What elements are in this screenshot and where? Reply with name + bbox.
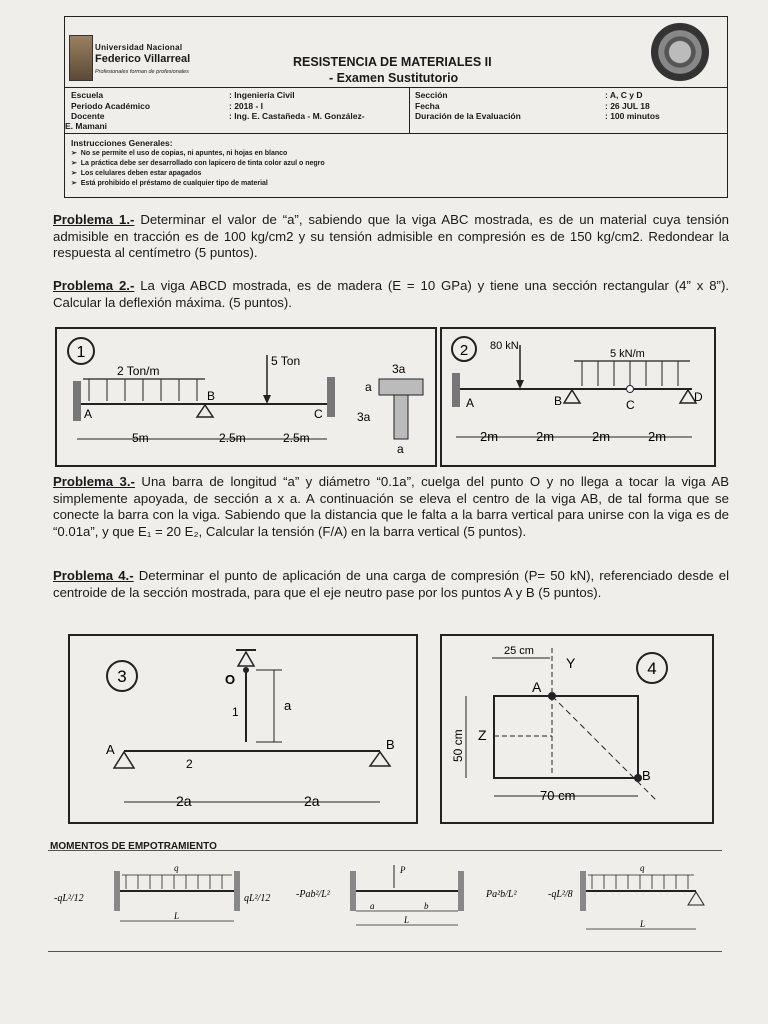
t-section-flange [379, 379, 423, 395]
roller-support-b [370, 752, 390, 766]
problem-1-label: Problema 1.- [53, 212, 135, 227]
problem-1-text: Determinar el valor de “a”, sabiendo que la viga ABC mostrada, es de un material cuya tensión admisible en tracción es de 100 kg/cm2 y su tensión admisible en compresión es de 150 kg/cm2. Redondear la respuesta al centímetro (5 puntos). [53, 212, 729, 260]
seccion-label: Sección [415, 90, 448, 100]
case-1-load-arrows [122, 875, 232, 889]
load-label: 2 Ton/m [117, 364, 160, 378]
case-3-roller-support [688, 892, 704, 905]
instruction-text: Los celulares deben estar apagados [80, 170, 202, 177]
section-web-label: a [397, 442, 404, 456]
exam-subtitle: - Examen Sustitutorio [329, 71, 459, 85]
roller-support-b [564, 390, 580, 403]
point-o-label: O [225, 672, 236, 687]
figure-4-number: 4 [647, 659, 657, 678]
section-height-label: 3a [357, 410, 371, 424]
case-1-right-moment: qL²/12 [244, 893, 271, 904]
neutral-axis-line [552, 696, 656, 800]
case-2-length-label: L [404, 915, 410, 925]
case-3-length-label: L [640, 919, 646, 929]
figure-1-number: 1 [76, 344, 86, 361]
point-b [634, 774, 642, 782]
fecha-value: : 26 JUL 18 [605, 100, 650, 111]
field-values-right [605, 90, 660, 122]
point-a-label: A [84, 407, 93, 421]
dimension-2-5m-right: 2.5m [283, 431, 310, 445]
hanger-o [238, 652, 254, 666]
t-section-web [394, 395, 408, 439]
problem-3-text: Una barra de longitud “a” y diámetro “0.1a”, cuelga del punto O y no llega a tocar la viga AB simplemente apoyada, de sección a x a. A continuación se eleva el centro de la viga AB, de tal forma que se conecte la barra con la viga. Sabiendo que la distancia que le falta a la barra vertical para unirse con la viga es de “0.01a”, y que E₁ = 20 E₂, Calcular la tensión (F/A) en la barra vertical (5 puntos). [53, 474, 729, 539]
fixed-support [458, 871, 464, 911]
field-labels-left [71, 90, 150, 122]
seccion-value: : A, C y D [605, 90, 643, 100]
point-c-label: C [314, 407, 323, 421]
periodo-value: : 2018 - I [229, 100, 264, 111]
fixed-end-moments-title: MOMENTOS DE EMPOTRAMIENTO [50, 841, 217, 852]
dimension-2m-1: 2m [480, 429, 499, 444]
exam-header [64, 16, 728, 198]
fixed-support [234, 871, 240, 911]
university-logo-icon [69, 35, 93, 81]
instructions-title: Instrucciones Generales: [71, 138, 173, 148]
dimension-2-5m-left: 2.5m [219, 431, 246, 445]
periodo-label: Periodo Académico [71, 100, 151, 111]
point-c-label: C [626, 398, 635, 412]
divider [65, 133, 727, 134]
point-b-label: B [207, 389, 216, 403]
fixed-support [114, 871, 120, 911]
point-a-label: A [532, 679, 542, 695]
docente-value: : Ing. E. Castañeda - M. González- [229, 111, 365, 121]
dimension-70cm: 70 cm [540, 788, 576, 803]
case-1-left-moment: -qL²/12 [54, 893, 84, 904]
beam-number-label: 2 [186, 757, 193, 771]
docente-label: Docente [71, 111, 105, 121]
point-load-arrowhead [263, 395, 271, 404]
dimension-5m: 5m [132, 431, 149, 445]
problem-2-label: Problema 2.- [53, 278, 135, 293]
problem-4-text: Determinar el punto de aplicación de una carga de compresión (P= 50 kN), referenciado desde el centroide de la sección mostrada, para que el eje neutro pase por los puntos A y B (5 puntos). [53, 568, 730, 600]
figure-3-number: 3 [117, 667, 127, 686]
distributed-load-arrows [582, 361, 678, 386]
case-3-load-arrows [588, 875, 694, 889]
figure-1-diagram [57, 329, 435, 465]
point-b-label: B [386, 737, 395, 752]
escuela-label: Escuela [71, 90, 104, 100]
z-axis-label: Z [478, 727, 487, 743]
exam-subtitle-text: Examen Sustitutorio [336, 71, 459, 85]
problem-4-label: Problema 4.- [53, 568, 134, 583]
duracion-value: : 100 minutos [605, 111, 660, 121]
fixed-support [580, 871, 586, 911]
university-name-line2: Federico Villarreal [95, 53, 191, 65]
field-values-left [229, 90, 365, 122]
university-name-line1: Universidad Nacional [95, 43, 183, 52]
case-2-right-moment: Pa²b/L² [486, 889, 517, 900]
dimension-50cm: 50 cm [451, 729, 465, 762]
problem-2-text: La viga ABCD mostrada, es de madera (E = 10 GPa) y tiene una sección rectangular (4” x 8”). Calcular la deflexión máxima. (5 puntos). [53, 278, 729, 310]
exam-title: RESISTENCIA DE MATERIALES II [293, 55, 492, 69]
figure-2-diagram [442, 329, 714, 465]
point-b-label: B [642, 768, 651, 783]
point-a-label: A [466, 396, 475, 410]
rectangular-section [494, 696, 638, 778]
pin-support-b [197, 405, 213, 417]
field-labels-right [415, 90, 521, 122]
case-3-load-label: q [640, 863, 645, 873]
fecha-label: Fecha [415, 100, 440, 111]
problem-2 [53, 278, 729, 311]
instruction-text: Está prohibido el préstamo de cualquier tipo de material [80, 180, 268, 187]
point-b-label: B [554, 394, 563, 408]
point-load-arrowhead [516, 380, 524, 389]
fixed-support [350, 871, 356, 911]
case-2-a-label: a [370, 901, 375, 911]
university-motto: Profesionales forman de profesionales [95, 69, 189, 75]
point-d-label: D [694, 390, 703, 404]
point-a-label: A [106, 742, 115, 757]
figure-2-number: 2 [459, 342, 469, 359]
dimension-2m-3: 2m [592, 429, 611, 444]
instruction-item: ➢ Está prohibido el préstamo de cualquier tipo de material [71, 180, 268, 187]
dimension-2m-4: 2m [648, 429, 667, 444]
point-load-label: 5 Ton [271, 354, 301, 368]
figure-3-diagram [70, 636, 416, 822]
point-load-label: 80 kN [490, 340, 519, 352]
pin-support-a [114, 752, 134, 768]
university-seal-icon [651, 23, 709, 81]
instruction-item: ➢ No se permite el uso de copias, ni apuntes, ni hojas en blanco [71, 150, 288, 157]
problem-1 [53, 212, 729, 262]
instruction-text: No se permite el uso de copias, ni apuntes, ni hojas en blanco [80, 150, 288, 157]
load-label: 5 kN/m [610, 348, 645, 360]
docente-value-2: E. Mamani [65, 121, 108, 131]
fixed-end-moments-table [48, 850, 722, 952]
problem-3 [53, 474, 729, 540]
figure-4-diagram [442, 636, 712, 822]
section-flange-label: a [365, 380, 372, 394]
case-2-left-moment: -Pab²/L² [296, 889, 330, 900]
figure-2-box [440, 327, 716, 467]
dimension-25cm: 25 cm [504, 645, 534, 657]
fixed-support-c [327, 377, 335, 417]
fixed-end-moments-diagram [48, 851, 722, 951]
bar-number-label: 1 [232, 705, 239, 719]
figure-4-box [440, 634, 714, 824]
instruction-item: ➢ Los celulares deben estar apagados [71, 170, 202, 177]
figure-3-box [68, 634, 418, 824]
problem-3-label: Problema 3.- [53, 474, 135, 489]
case-2-load-label: P [400, 865, 406, 875]
case-1-length-label: L [174, 911, 180, 921]
problem-4 [53, 568, 729, 601]
figure-1-box [55, 327, 437, 467]
fixed-support-a [452, 373, 460, 407]
divider [65, 87, 727, 88]
case-3-left-moment: -qL²/8 [548, 889, 573, 900]
instruction-text: La práctica debe ser desarrollado con lapicero de tinta color azul o negro [80, 160, 325, 167]
fixed-support-a [73, 381, 81, 421]
dimension-2a-left: 2a [176, 793, 192, 809]
bar-length-label: a [284, 698, 292, 713]
distributed-load-arrows [89, 379, 197, 401]
case-1-load-label: q [174, 863, 179, 873]
duracion-label: Duración de la Evaluación [415, 111, 521, 121]
y-axis-label: Y [566, 655, 576, 671]
escuela-value: : Ingeniería Civil [229, 90, 295, 100]
hinge-c [627, 386, 634, 393]
section-width-label: 3a [392, 362, 406, 376]
divider [409, 87, 410, 133]
instruction-item: ➢ La práctica debe ser desarrollado con lapicero de tinta color azul o negro [71, 160, 325, 167]
case-2-b-label: b [424, 901, 429, 911]
dimension-2a-right: 2a [304, 793, 320, 809]
dimension-2m-2: 2m [536, 429, 555, 444]
